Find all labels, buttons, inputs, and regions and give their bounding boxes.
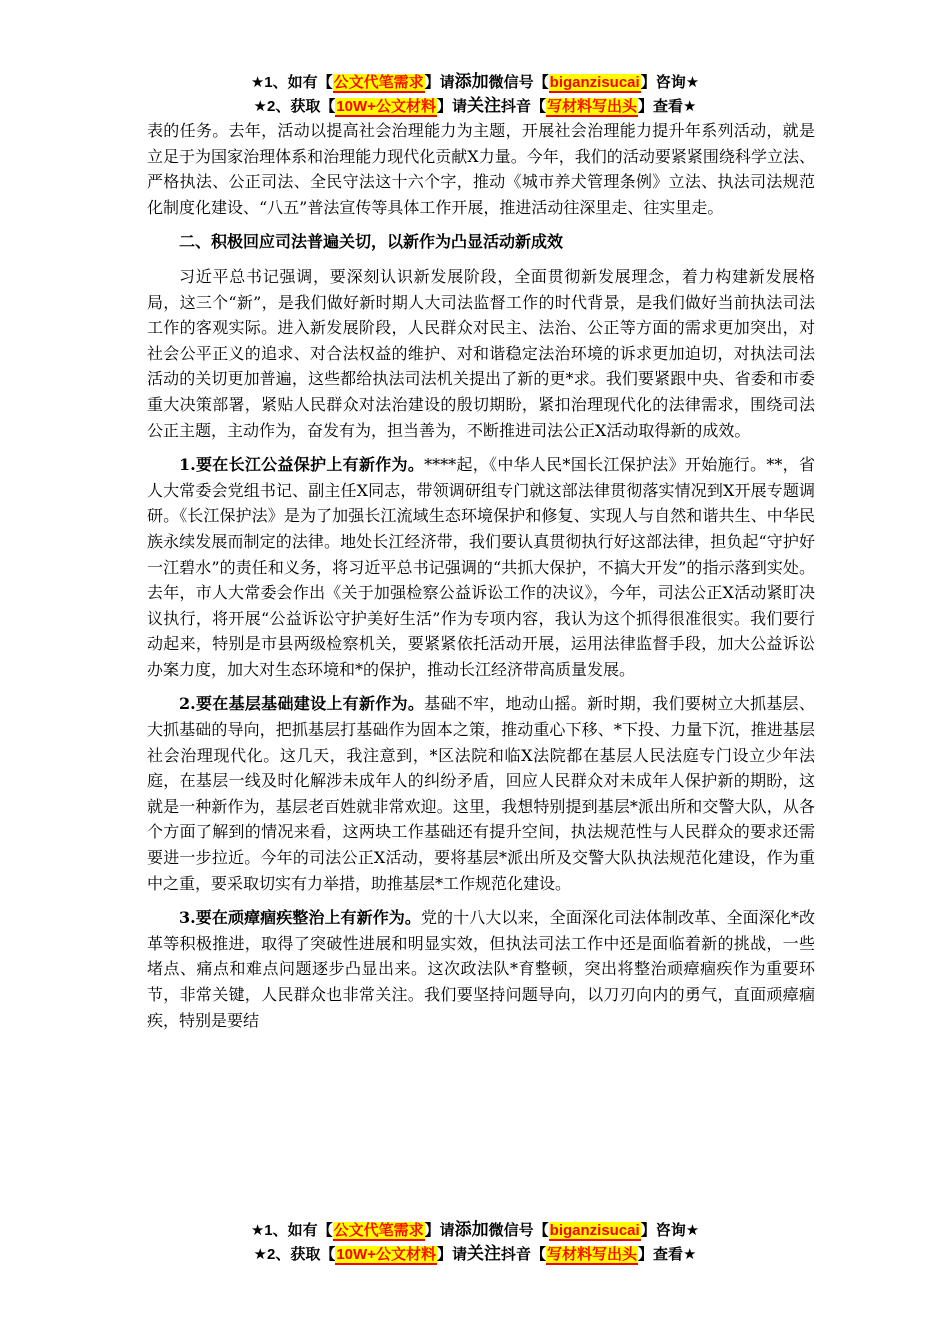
list-item bbox=[147, 691, 815, 896]
banner-emphasis: 关注 bbox=[466, 96, 501, 115]
banner-text: ★2、获取【 bbox=[253, 98, 336, 115]
list-item bbox=[147, 905, 815, 1033]
item-text: 党的十八大以来，全面深化司法体制改革、全面深化*改革等积极推进，取得了突破性进展和明显实效，但执法司法工作中还是面临着新的挑战，一些堵点、痛点和难点问题逐步凸显出来。这次政法队*育整顿，突出将整治顽瘴痼疾作为重要环节，非常关键，人民群众也非常关注。我们要坚持问题导向，以刀刃向内的勇气，直面顽瘴痼疾，特别是要结 bbox=[147, 908, 815, 1030]
banner-text: ★1、如有【 bbox=[250, 1222, 333, 1239]
banner-highlight: biganzisucai bbox=[549, 74, 640, 91]
banner-highlight: biganzisucai bbox=[549, 1222, 640, 1239]
banner-text: 】请 bbox=[436, 1246, 467, 1263]
section-heading: 二、积极回应司法普遍关切，以新作为凸显活动新成效 bbox=[179, 232, 564, 252]
banner-emphasis: 关注 bbox=[466, 1244, 501, 1263]
banner-highlight: 公文代笔需求 bbox=[333, 74, 424, 91]
item-lead: 2.要在基层基础建设上有新作为。 bbox=[179, 694, 425, 714]
banner-text: 】咨询★ bbox=[640, 74, 700, 91]
banner-emphasis: 添加 bbox=[454, 1220, 489, 1239]
bottom-banner bbox=[0, 1218, 950, 1266]
banner-line-1 bbox=[0, 70, 950, 94]
banner-highlight: 10W+公文材料 bbox=[336, 1246, 436, 1263]
banner-text: 微信号【 bbox=[488, 74, 549, 91]
banner-text: 】请 bbox=[424, 74, 455, 91]
banner-line-2 bbox=[0, 94, 950, 118]
banner-text: 】请 bbox=[436, 98, 467, 115]
banner-text: 】查看★ bbox=[638, 98, 697, 115]
item-lead: 3.要在顽瘴痼疾整治上有新作为。 bbox=[179, 908, 421, 928]
banner-text: ★2、获取【 bbox=[253, 1246, 336, 1263]
banner-highlight: 10W+公文材料 bbox=[336, 98, 436, 115]
banner-text: 抖音【 bbox=[500, 98, 546, 115]
banner-text: 抖音【 bbox=[500, 1246, 546, 1263]
banner-emphasis: 添加 bbox=[454, 72, 489, 91]
top-banner bbox=[0, 70, 950, 118]
item-text: 基础不牢，地动山摇。新时期，我们要树立大抓基层、大抓基础的导向，把抓基层打基础作为固本之策，推动重心下移、*下投、力量下沉，推进基层社会治理现代化。这几天，我注意到，*区法院和临X法院都在基层人民法庭专门设立少年法庭，在基层一线及时化解涉未成年人的纠纷矛盾，回应人民群众对未成年人保护新的期盼，这就是一种新作为，基层老百姓就非常欢迎。这里，我想特别提到基层*派出所和交警大队，从各个方面了解到的情况来看，这两块工作基础还有提升空间，执法规范性与人民群众的要求还需要进一步拉近。今年的司法公正X活动，要将基层*派出所及交警大队执法规范化建设，作为重中之重，要采取切实有力举措，助推基层*工作规范化建设。 bbox=[147, 694, 815, 893]
paragraph: 习近平总书记强调，要深刻认识新发展阶段，全面贯彻新发展理念，着力构建新发展格局，这三个“新”，是我们做好新时期人大司法监督工作的时代背景，是我们做好当前执法司法工作的客观实际。进入新发展阶段，人民群众对民主、法治、公正等方面的需求更加突出，对社会公平正义的追求、对合法权益的维护、对和谐稳定法治环境的诉求更加迫切，对执法司法活动的关切更加普遍，这些都给执法司法机关提出了新的更*求。我们要紧跟中央、省委和市委重大决策部署，紧贴人民群众对法治建设的殷切期盼，紧扣治理现代化的法律需求，围绕司法公正主题，主动作为，奋发有为，担当善为，不断推进司法公正X活动取得新的成效。 bbox=[147, 266, 815, 440]
banner-highlight: 公文代笔需求 bbox=[333, 1222, 424, 1239]
banner-line-1 bbox=[0, 1218, 950, 1242]
banner-text: ★1、如有【 bbox=[250, 74, 333, 91]
paragraph: 表的任务。去年，活动以提高社会治理能力为主题，开展社会治理能力提升年系列活动，就是立足于为国家治理体系和治理能力现代化贡献X力量。今年，我们的活动要紧紧围绕科学立法、严格执法、公正司法、全民守法这十六个字，推动《城市养犬管理条例》立法、执法司法规范化制度化建设、“八五”普法宣传等具体工作开展，推进活动往深里走、往实里走。 bbox=[147, 121, 815, 217]
banner-highlight: 写材料写出头 bbox=[546, 1246, 637, 1263]
banner-text: 】咨询★ bbox=[640, 1222, 700, 1239]
banner-text: 微信号【 bbox=[488, 1222, 549, 1239]
banner-text: 】请 bbox=[424, 1222, 455, 1239]
item-text: ****起，《中华人民*国长江保护法》开始施行。**，省人大常委会党组书记、副主任X同志，带领调研组专门就这部法律贯彻落实情况到X开展专题调研。《长江保护法》是为了加强长江流域生态环境保护和修复、实现人与自然和谐共生、中华民族永续发展而制定的法律。地处长江经济带，我们要认真贯彻执行好这部法律，担负起“守护好一江碧水”的责任和义务，将习近平总书记强调的“共抓大保护，不搞大开发”的指示落到实处。去年，市人大常委会作出《关于加强检察公益诉讼工作的决议》，今年，司法公正X活动紧盯决议执行，将开展“公益诉讼守护美好生活”作为专项内容，我认为这个抓得很准很实。我们要行动起来，特别是市县两级检察机关，要紧紧依托活动开展，运用法律监督手段，加大公益诉讼办案力度，加大对生态环境和*的保护，推动长江经济带高质量发展。 bbox=[147, 455, 815, 679]
document-body bbox=[147, 118, 815, 1033]
banner-text: 】查看★ bbox=[638, 1246, 697, 1263]
banner-highlight: 写材料写出头 bbox=[546, 98, 637, 115]
banner-line-2 bbox=[0, 1242, 950, 1266]
list-item bbox=[147, 452, 815, 682]
item-lead: 1.要在长江公益保护上有新作为。 bbox=[179, 455, 425, 475]
